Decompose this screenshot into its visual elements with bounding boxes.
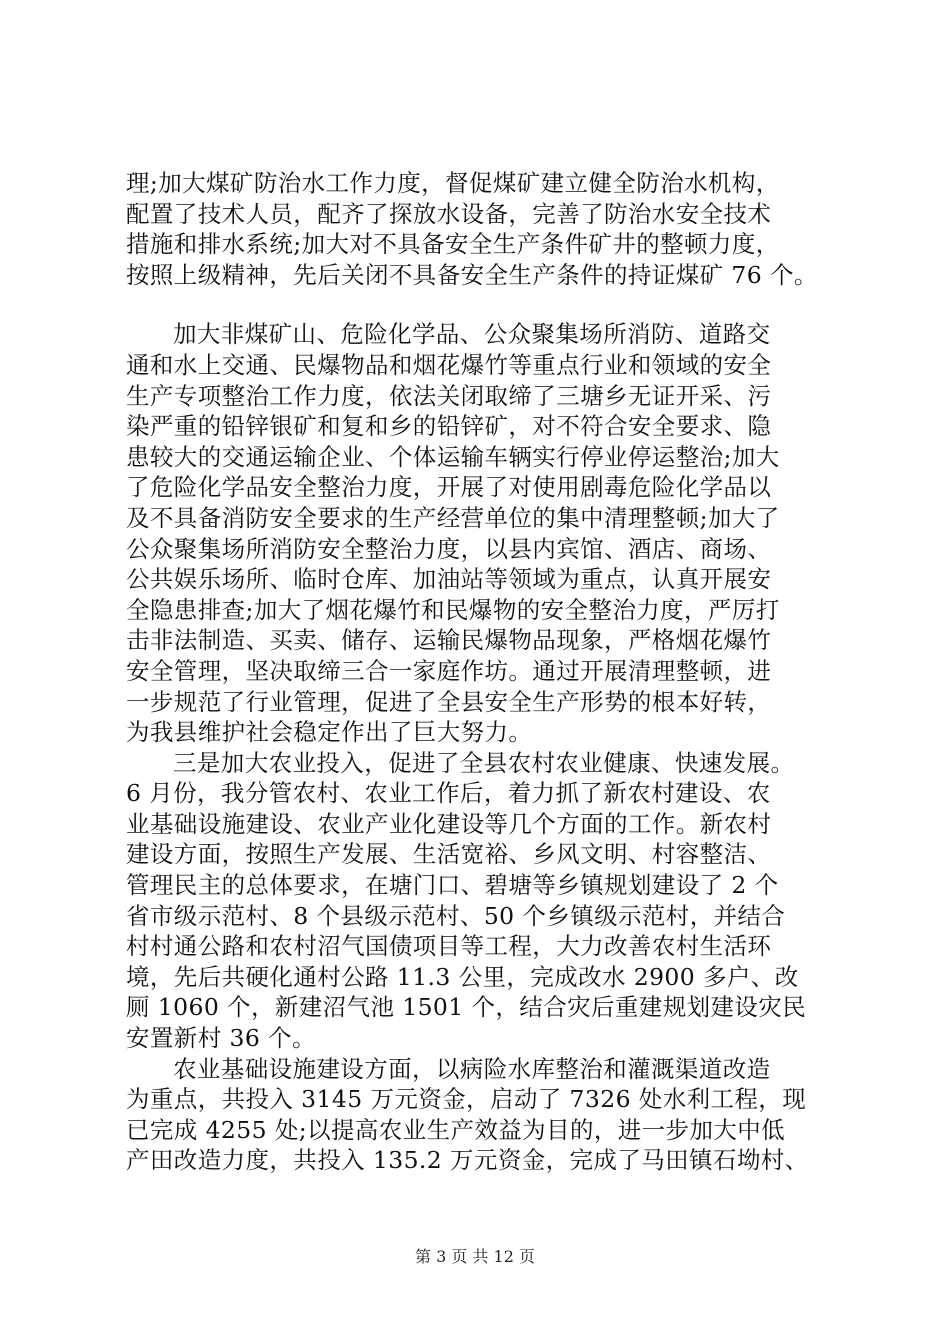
page-number-footer: 第 3 页 共 12 页 <box>415 1247 535 1266</box>
document-body <box>126 168 842 1176</box>
paragraph-1: 理;加大煤矿防治水工作力度，督促煤矿建立健全防治水机构， 配置了技术人员，配齐了探放水设备，完善了防治水安全技术 措施和排水系统;加大对不具备安全生产条件矿井的整顿力度， 按照上级精神，先后关闭不具备安全生产条件的持证煤矿 76 个。 <box>126 169 818 289</box>
paragraph-4: 农业基础设施建设方面，以病险水库整治和灌溉渠道改造 为重点，共投入 3145 万元资金，启动了 7326 处水利工程，现 已完成 4255 处;以提高农业生产效益为目的，进一步加大中低 产田改造力度，共投入 135.2 万元资金，完成了马田镇石坳村、 <box>126 1054 809 1175</box>
paragraph-2: 加大非煤矿山、危险化学品、公众聚集场所消防、道路交 通和水上交通、民爆物品和烟花爆竹等重点行业和领域的安全 生产专项整治工作力度，依法关闭取缔了三塘乡无证开采、污 染严重的铅锌银矿和复和乡的铅锌矿，对不符合安全要求、隐 患较大的交通运输企业、个体运输车辆实行停业停运整治;加大 了危险化学品安全整治力度，开展了对使用剧毒危险化学品以 及不具备消防安全要求的生产经营单位的集中清理整顿;加大了 公众聚集场所消防安全整治力度，以县内宾馆、酒店、商场、 公共娱乐场所、临时仓库、加油站等领域为重点，认真开展安 全隐患排查;加大了烟花爆竹和民爆物的安全整治力度，严厉打 击非法制造、买卖、储存、运输民爆物品现象，严格烟花爆竹 安全管理，坚决取缔三合一家庭作坊。通过开展清理整顿，进 一步规范了行业管理，促进了全县安全生产形势的根本好转， 为我县维护社会稳定作出了巨大努力。 <box>126 320 780 747</box>
paragraph-3: 三是加大农业投入，促进了全县农村农业健康、快速发展。 6 月份，我分管农村、农业工作后，着力抓了新农村建设、农 业基础设施建设、农业产业化建设等几个方面的工作。新农村 建设方面，按照生产发展、生活宽裕、乡风文明、村容整洁、 管理民主的总体要求，在塘门口、碧塘等乡镇规划建设了 2 个 省市级示范村、8 个县级示范村、50 个乡镇级示范村，并结合 村村通公路和农村沼气国债项目等工程，大力改善农村生活环 境，先后共硬化通村公路 11.3 公里，完成改水 2900 多户、改 厕 1060 个，新建沼气池 1501 个，结合灾后重建规划建设灾民 安置新村 36 个。 <box>126 748 807 1053</box>
